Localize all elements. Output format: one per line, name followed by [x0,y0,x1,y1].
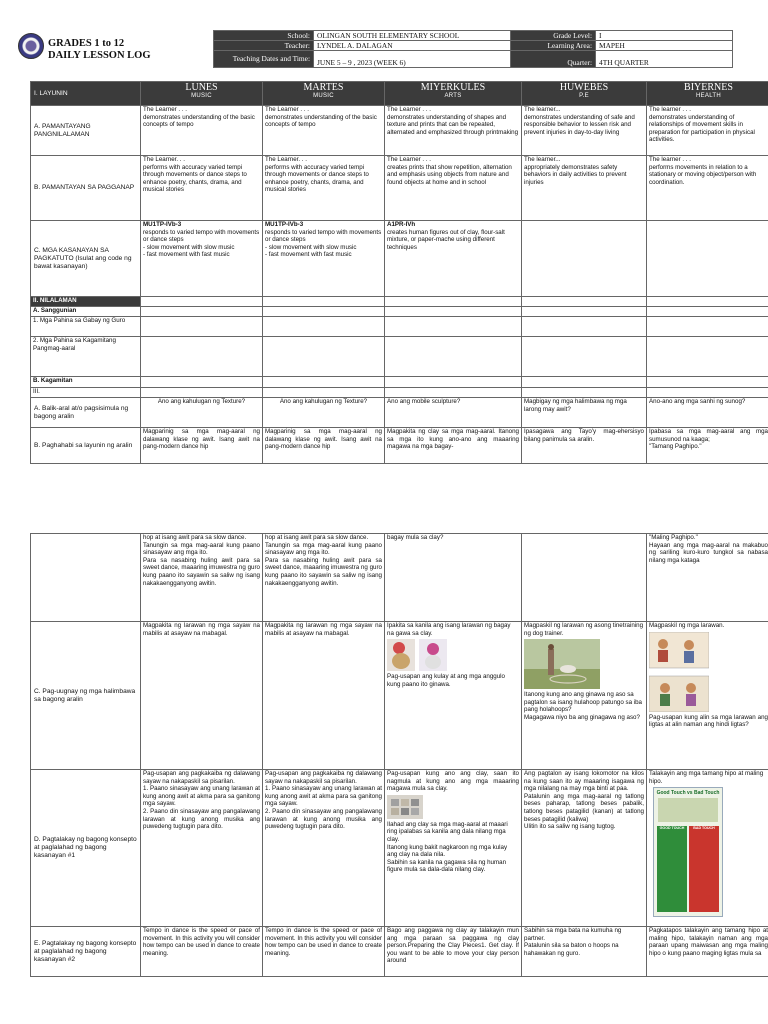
cell-text [522,622,647,770]
teaching-dates-label: Teaching Dates and Time: [214,51,314,68]
table-row [31,622,768,770]
cell-text-a: Talakayin ang mga tamang hipo at maling hipo. [649,770,764,785]
cell-empty [647,221,768,297]
competency-code: MU1TP-IVb-3 [265,221,304,228]
row-label-paghahabi: B. Paghahabi sa layunin ng aralin [31,428,141,464]
cell-text: hop at isang awit para sa slow dance. Tanungin sa mga mag-aaral kung paano sinasayaw ang mga ito. Para sa nasabing huling awit para sa sweet dance, maaaring imuwestra ng guro kung paano ito sayawin sa saliw ng isang nakakaengganyong awitin. [141,534,263,622]
section-row [31,297,768,307]
cell-text [385,622,522,770]
cell-text-b: Pag-usapan ang kulay at ang mga anggulo kung paano ito ginawa. [387,673,505,688]
cell-text-b: Pag-usapan kung alin sa mga larawan ang ligtas at alin naman ang hindi ligtas? [649,713,768,729]
cell-text: hop at isang awit para sa slow dance. Tanungin sa mga mag-aaral kung paano sinasayaw ang mga ito. Para sa nasabing huling awit para sa sweet dance, maaaring imuwestra ng guro kung paano ito sayawin sa saliw ng isang nakakaengganyong awitin. [263,534,385,622]
cell-empty [31,534,141,622]
good-bad-touch-poster [653,787,723,917]
sanggunian-label: A. Sanggunian [31,307,141,317]
school-value: OLINGAN SOUTH ELEMENTARY SCHOOL [314,31,511,41]
table-row [31,221,768,297]
cell-text: Tempo in dance is the speed or pace of movement. In this activity you will consider how tempo can be used in dance to create meaning. [263,927,385,977]
form-title [48,38,151,62]
learning-area-value: MAPEH [596,41,733,51]
table-row [31,428,768,464]
lesson-log-table-page2 [30,533,768,977]
cell-text: Ano ang kahulugan ng Texture? [263,398,385,428]
day-header-huwebes: HUWEBES P.E [522,82,647,106]
cell-text-a: Ipakita sa kanila ang isang larawan ng bagay na gawa sa clay. [387,622,511,637]
clay-figures-image [387,639,447,671]
cell-text [647,770,768,927]
grades-title: GRADES 1 to 12 [48,38,125,49]
cell-text-b: Ilahad ang clay sa mga mag-aaral at maaari ring ipalabas sa kanila ang dala nilang mga clay. Itanong kung bakit nagkaroon ng mga kulay ang clay na dala nila. Sabihin sa kanila na gagawa sila ng human figure mula sa dala-dala nilang clay. [387,820,508,874]
cell-text: Magparinig sa mga mag-aaral ng dalawang klase ng awit. Isang awit na pang-modern dance hip [141,428,263,464]
cell-text: Ipabasa sa mga mag-aaral ang mga sumusunod na kaaga; "Tamang Paghipo." [647,428,768,464]
row-label-pagtalakay-2: E. Pagtalakay ng bagong konsepto at paglalahad ng bagong kasanayan #2 [31,927,141,977]
poster-bad-label: BAD TOUCH [693,826,715,831]
cell-text-a: Magpaskil ng mga larawan. [649,622,725,629]
cell-text-a: Pag-usapan kung ano ang clay, saan ito nagmula at kung ano ang mga maaaring magawa mula sa clay. [387,770,519,793]
cell-text: The Learner . . . demonstrates understanding of shapes and texture and prints that can be repeated, alternated and emphasized through printmaking [385,106,522,156]
cell-text [647,622,768,770]
cell-text-a: Magpaskil ng larawan ng asong tinetraining ng dog trainer. [524,622,644,637]
table-row [31,317,768,337]
layunin-header: I. LAYUNIN [31,82,141,106]
cell-text: Sabihin sa mga bata na kumuha ng partner. Patalunin sila sa baton o hoops na hahawakan ng guro. [522,927,647,977]
cell-text: The learner... appropriately demonstrates safety behaviors in daily activities to prevent injuries [522,156,647,221]
cell-text: Magbigay ng mga halimbawa ng mga larong may awit? [522,398,647,428]
row-label-kasanayan-sa-pagkatuto: C. MGA KASANAYAN SA PAGKATUTO (Isulat ang code ng bawat kasanayan) [31,221,141,297]
cell-text: Tempo in dance is the speed or pace of movement. In this activity you will consider how tempo can be used in dance to create meaning. [141,927,263,977]
cell-text [141,221,263,297]
cell-text: "Maling Paghipo." Hayaan ang mga mag-aaral na makabuo ng sariling kuro-kuro tungkol sa nabasa nilang mga kataga [647,534,768,622]
table-row [31,106,768,156]
row-label-paguugnay: C. Pag-uugnay ng mga halimbawa sa bagong aralin [31,622,141,770]
row-label-balik-aral: A. Balik-aral at/o pagsisimula ng bagong aralin [31,398,141,428]
cell-empty [522,534,647,622]
cell-text-b: Itanong kung ano ang ginawa ng aso sa pagtalon sa isang hulahoop patungo sa iba pang holahoops? Magagawa niyo ba ang ginagawa ng aso? [524,691,643,721]
competency-code: A1PR-IVh [387,221,416,228]
table-row [31,770,768,927]
cell-text: Ano ang mobile sculpture? [385,398,522,428]
cell-text: Bago ang paggawa ng clay ay talakayin mun ang mga paraan sa paggawa ng clay person.Preparing the Clay Pieces1. Get clay. If you want to be able to move your clay person around [385,927,522,977]
table-row [31,534,768,622]
header-info-table [213,30,733,68]
clay-image [387,795,423,819]
cell-text [263,221,385,297]
learning-area-label: Learning Area: [511,41,596,51]
deped-seal-logo [18,33,44,59]
competency-text: responds to varied tempo with movements or dance steps - slow movement with slow music - fast movement with fast music [265,228,382,259]
cell-text: Magpakita ng larawan ng mga sayaw na mabilis at asayaw na mabagal. [141,622,263,770]
day-header-martes: MARTES MUSIC [263,82,385,106]
day-header-lunes: LUNES MUSIC [141,82,263,106]
teacher-value: LYNDEL A. DALAGAN [314,41,511,51]
dog-training-image [524,639,600,689]
cell-text: The learner... demonstrates understanding of safe and responsible behavior to lessen risk and prevent injuries in day-to-day living [522,106,647,156]
table-row [31,927,768,977]
cell-text: Ano-ano ang mga sanhi ng sunog? [647,398,768,428]
day-header-miyerkules: MIYERKULES ARTS [385,82,522,106]
poster-good-label: GOOD TOUCH [659,826,685,831]
grade-level-value: I [596,31,733,41]
cell-text: Ipasagawa ang Tayo'y mag-ehersisyo bilang panimula sa aralin. [522,428,647,464]
cell-text: The Learner. . . performs with accuracy varied tempi through movements or dance steps to enhance poetry, chants, drama, and musical stories [263,156,385,221]
cell-text: Magpakita ng larawan ng mga sayaw na mabilis at asayaw na mabagal. [263,622,385,770]
gabay-ng-guro-label: 1. Mga Pahina sa Gabay ng Guro [31,317,141,337]
table-row [31,156,768,221]
row-label-pamantayan-sa-pagganap: B. PAMANTAYAN SA PAGGANAP [31,156,141,221]
competency-text: responds to varied tempo with movements or dance steps - slow movement with slow music - fast movement with fast music [143,228,260,259]
competency-text: creates human figures out of clay, flour-salt mixture, or paper-mache using different techniques [387,228,505,251]
row-label-pamantayang-pangnilalaman: A. PAMANTAYANG PANGNILALAMAN [31,106,141,156]
table-row [31,337,768,377]
cell-text: The Learner . . . demonstrates understanding of the basic concepts of tempo [263,106,385,156]
cell-text: The learner . . . demonstrates understanding of relationships of movement skills in preparation for participation in physical activities. [647,106,768,156]
cell-text: Ano ang kahulugan ng Texture? [141,398,263,428]
day-header-biyernes: BIYERNES HEALTH [647,82,768,106]
school-label: School: [214,31,314,41]
row-label-pagtalakay-1: D. Pagtalakay ng bagong konsepto at paglalahad ng bagong kasanayan #1 [31,770,141,927]
quarter-label: Quarter: [511,51,596,68]
section-row [31,388,768,398]
cell-text: The learner . . . performs movements in relation to a stationary or moving object/person with coordination. [647,156,768,221]
cell-text: The Learner . . . demonstrates understanding of the basic concepts of tempo [141,106,263,156]
nilalaman-header: II. NILALAMAN [31,297,141,307]
cell-text: Magpakita ng clay sa mga mag-aaral. Itanong sa mga ito kung ano-ano ang maaaring magawa na mga bagay- [385,428,522,464]
poster-title: Good Touch vs Bad Touch [656,790,720,797]
cell-text: Pagkatapos talakayin ang tamang hipo at maling hipo, talakayin naman ang mga paraan upang maiwasan ang mga maling hipo o kung paano maging ligtas mula sa [647,927,768,977]
cell-empty [522,221,647,297]
kagamitan-label: B. Kagamitan [31,377,141,388]
quarter-value: 4TH QUARTER [596,51,733,68]
cell-text [385,770,522,927]
cell-text: Magparinig sa mga mag-aaral ng dalawang klase ng awit. Isang awit na pang-modern dance hip [263,428,385,464]
cell-text: Pag-usapan ang pagkakaiba ng dalawang sayaw na nakapaskil sa pisarilan. 1. Paano sinasayaw ang unang larawan at kung anong awit at akma para sa ganitong mga sayaw. 2. Paano din sinasayaw ang pangalawang larawan at kung anong musika ang puwedeng tugtugin para dito. [263,770,385,927]
cell-text: The Learner . . . creates prints that show repetition, alternation and emphasis using objects from nature and found objects at home and in school [385,156,522,221]
section-iii-label: III. [31,388,141,398]
grade-level-label: Grade Level: [511,31,596,41]
log-title: DAILY LESSON LOG [48,50,151,61]
table-row [31,398,768,428]
lesson-log-table-page1 [30,81,768,464]
table-row [31,307,768,317]
competency-code: MU1TP-IVb-3 [143,221,182,228]
cell-text [385,221,522,297]
table-row [31,377,768,388]
teacher-label: Teacher: [214,41,314,51]
cell-text: bagay mula sa clay? [385,534,522,622]
cell-text: The Learner. . . performs with accuracy varied tempi through movements or dance steps to enhance poetry, chants, drama, and musical stories [141,156,263,221]
safety-pictures-image [649,632,709,712]
teaching-dates-value: JUNE 5 – 9 , 2023 (WEEK 6) [314,51,511,68]
cell-text: Ang pagtalon ay isang lokomotor na kilos na kung saan ito ay maaaring isagawa ng mga nilalang na may mga binti at paa. Patalunin ang mga mag-aaral ng tatlong beses paharap, tatlong beses pabalik, tatlong beses patagilid (kanan) at tatlong beses patagilid (kaliwa) Ulitin ito sa saliw ng isang tugtog. [522,770,647,927]
cell-text: Pag-usapan ang pagkakaiba ng dalawang sayaw na nakapaskil sa pisarilan. 1. Paano sinasayaw ang unang larawan at kung anong awit at akma para sa ganitong mga sayaw. 2. Paano din sinasayaw ang pangalawang larawan at kung anong musika ang puwedeng tugtugin para dito. [141,770,263,927]
kagamitang-pangmag-aaral-label: 2. Mga Pahina sa Kagamitang Pangmag-aaral [31,337,141,377]
